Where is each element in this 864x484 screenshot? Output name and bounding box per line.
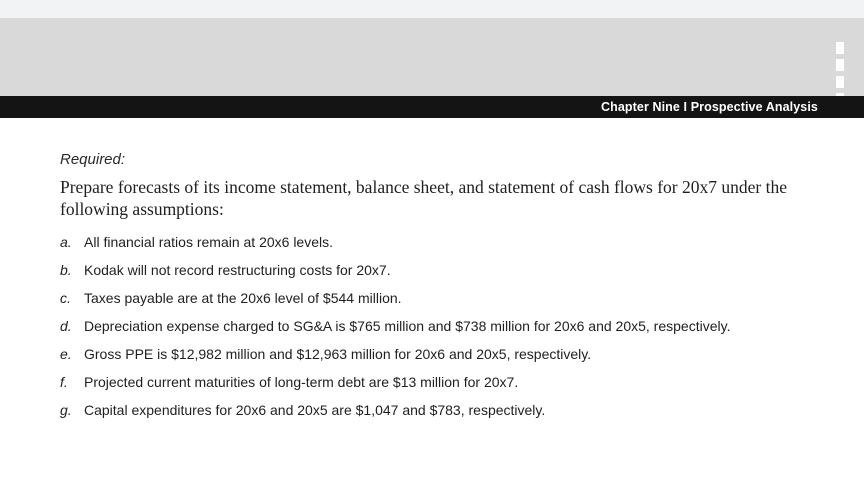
- assumption-text: Taxes payable are at the 20x6 level of $544 million.: [84, 290, 402, 306]
- top-strip: [0, 0, 864, 18]
- assumption-text: All financial ratios remain at 20x6 levels.: [84, 234, 334, 250]
- assumptions-list: [60, 228, 840, 424]
- assumption-letter: g.: [60, 402, 72, 418]
- assumption-text: Depreciation expense charged to SG&A is $765 million and $738 million for 20x6 and 20x5, respectively.: [84, 318, 731, 334]
- assumption-item: [60, 256, 840, 284]
- assumption-item: [60, 368, 840, 396]
- required-label: Required:: [60, 151, 126, 168]
- assumption-text: Kodak will not record restructuring costs for 20x7.: [84, 262, 391, 278]
- page-header-band: [0, 18, 864, 96]
- assumption-text: Capital expenditures for 20x6 and 20x5 are $1,047 and $783, respectively.: [84, 402, 546, 418]
- assumption-item: [60, 284, 840, 312]
- assumption-letter: f.: [60, 374, 68, 390]
- assumption-text: Projected current maturities of long-term debt are $13 million for 20x7.: [84, 374, 519, 390]
- assumption-item: [60, 312, 840, 340]
- assumption-item: [60, 340, 840, 368]
- assumption-item: [60, 396, 840, 424]
- assumption-letter: c.: [60, 290, 71, 306]
- problem-content: [60, 150, 840, 424]
- assumption-letter: d.: [60, 318, 72, 334]
- chapter-header-bar: [0, 96, 864, 118]
- assumption-item: [60, 228, 840, 256]
- edge-mark: [836, 42, 844, 54]
- chapter-title: Chapter Nine I Prospective Analysis: [600, 100, 818, 114]
- edge-mark: [836, 59, 844, 71]
- problem-prompt: Prepare forecasts of its income statement, balance sheet, and statement of cash flows for 20x7 under the following assumptions:: [60, 177, 787, 219]
- edge-mark: [836, 76, 844, 88]
- assumption-text: Gross PPE is $12,982 million and $12,963 million for 20x6 and 20x5, respectively.: [84, 346, 592, 362]
- assumption-letter: b.: [60, 262, 72, 278]
- assumption-letter: e.: [60, 346, 72, 362]
- assumption-letter: a.: [60, 234, 72, 250]
